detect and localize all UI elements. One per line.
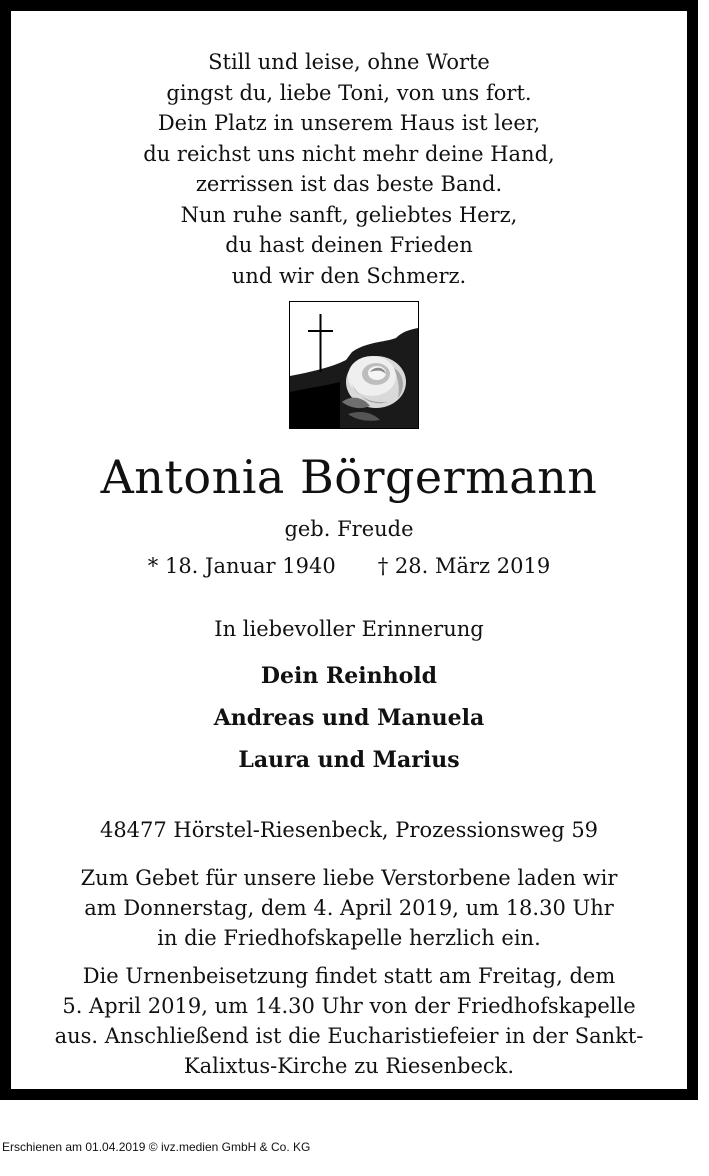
poem-line: du hast deinen Frieden	[225, 233, 473, 257]
burial-line: Die Urnenbeisetzung findet statt am Freitag, dem	[82, 964, 616, 988]
burial-announcement	[11, 961, 687, 1081]
mourners-list	[11, 655, 687, 781]
mourner: Dein Reinhold	[260, 663, 438, 689]
maiden-name: geb. Freude	[284, 517, 414, 541]
poem	[11, 47, 687, 291]
poem-line: Nun ruhe sanft, geliebtes Herz,	[180, 202, 518, 227]
prayer-line: Zum Gebet für unsere liebe Verstorbene laden wir	[80, 866, 618, 890]
cross-and-rose-icon	[289, 301, 419, 429]
deceased-name: Antonia Börgermann	[100, 450, 598, 504]
prayer-announcement	[11, 863, 687, 953]
prayer-line: am Donnerstag, dem 4. April 2019, um 18.30 Uhr	[84, 896, 614, 920]
burial-line: 5. April 2019, um 14.30 Uhr von der Friedhofskapelle	[62, 994, 636, 1018]
poem-line: Still und leise, ohne Worte	[208, 50, 490, 74]
poem-line: zerrissen ist das beste Band.	[195, 172, 503, 196]
poem-line: gingst du, liebe Toni, von uns fort.	[166, 80, 532, 105]
birth-date: * 18. Januar 1940	[147, 554, 336, 578]
mourner: Laura und Marius	[238, 747, 460, 773]
burial-line: Kalixtus-Kirche zu Riesenbeck.	[183, 1054, 515, 1078]
life-dates	[11, 552, 687, 580]
poem-line: Dein Platz in unserem Haus ist leer,	[157, 111, 541, 135]
prayer-line: in die Friedhofskapelle herzlich ein.	[157, 926, 541, 950]
memory-intro: In liebevoller Erinnerung	[214, 617, 484, 641]
burial-line: aus. Anschließend ist die Eucharistiefeier in der Sankt-	[54, 1024, 644, 1048]
poem-line: und wir den Schmerz.	[231, 263, 467, 288]
death-date: † 28. März 2019	[377, 554, 551, 578]
mourner: Andreas und Manuela	[213, 705, 485, 731]
poem-line: du reichst uns nicht mehr deine Hand,	[143, 141, 555, 166]
address: 48477 Hörstel-Riesenbeck, Prozessionsweg 59	[99, 818, 599, 842]
publication-credit: Erschienen am 01.04.2019 © ivz.medien GmbH & Co. KG	[2, 1140, 311, 1154]
